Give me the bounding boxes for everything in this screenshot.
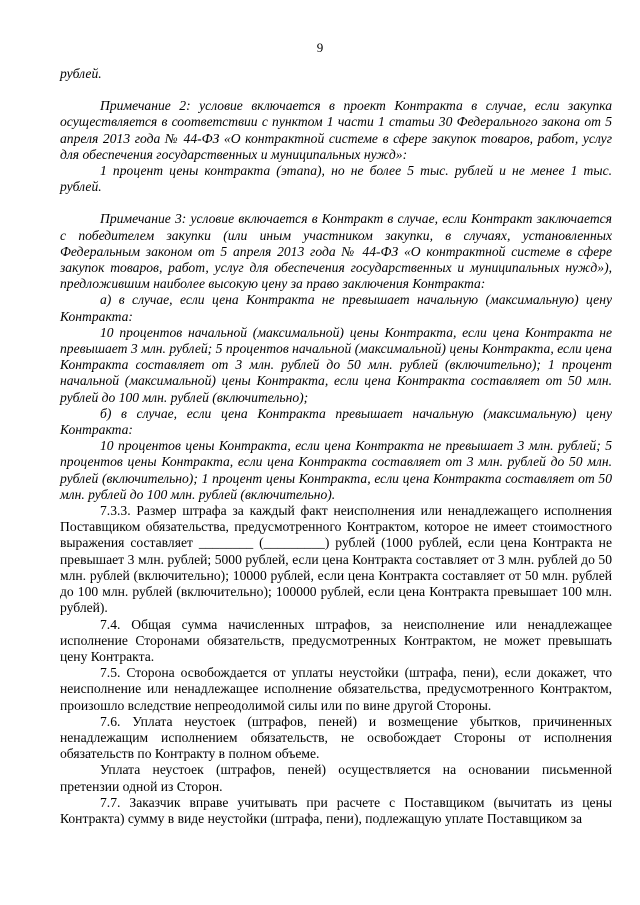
page-number: 9 bbox=[316, 40, 324, 55]
note-3: Примечание 3: условие включается в Контракт в случае, если Контракт заключается с победителем закупки (или иным участником закупки, в случаях, установленных Федеральным законом от 5 апреля 2013 года № 44-ФЗ «О контрактной системе в сфере закупок товаров, работ, услуг для обеспечения государственных и муниципальных нужд»), предложившим наиболее высокую цену за право заключения Контракта: bbox=[60, 211, 612, 292]
clause-7-6-payment: Уплата неустоек (штрафов, пеней) осуществляется на основании письменной претензии одной из Сторон. bbox=[60, 762, 612, 794]
document-body bbox=[60, 66, 612, 827]
note-3-case-a-text: 10 процентов начальной (максимальной) цены Контракта, если цена Контракта не превышает 3 млн. рублей; 5 процентов начальной (максимальной) цены Контракта, если цена Контракта составляет от 3 млн. рублей до 50 млн. рублей (включительно); 1 процент начальной (максимальной) цены Контракта, если цена Контракта составляет от 50 млн. рублей до 100 млн. рублей (включительно); bbox=[60, 324, 612, 405]
clause-7-5: 7.5. Сторона освобождается от уплаты неустойки (штрафа, пени), если докажет, что неисполнение или ненадлежащее исполнение обязательства, предусмотренного Контрактом, произошло вследствие непреодолимой силы или по вине другой Стороны. bbox=[60, 665, 612, 713]
note-3-case-a: а) в случае, если цена Контракта не превышает начальную (максимальную) цену Контракта: bbox=[60, 292, 612, 324]
note-3-case-b-text: 10 процентов цены Контракта, если цена Контракта не превышает 3 млн. рублей; 5 процентов цены Контракта, если цена Контракта составляет от 3 млн. рублей до 50 млн. рублей (включительно); 1 процент цены Контракта, если цена Контракта составляет от 50 млн. рублей до 100 млн. рублей (включительно). bbox=[60, 438, 612, 502]
clause-7-4: 7.4. Общая сумма начисленных штрафов, за неисполнение или ненадлежащее исполнение Сторонами обязательств, предусмотренных Контрактом, не может превышать цену Контракта. bbox=[60, 616, 612, 664]
clause-7-7: 7.7. Заказчик вправе учитывать при расчете с Поставщиком (вычитать из цены Контракта) сумму в виде неустойки (штрафа, пени), подлежащую уплате Поставщиком за bbox=[60, 794, 612, 826]
clause-7-6: 7.6. Уплата неустоек (штрафов, пеней) и возмещение убытков, причиненных ненадлежащим исполнением обязательств, не освобождает Стороны от исполнения обязательств по Контракту в полном объеме. bbox=[60, 713, 612, 762]
note-3-case-b: б) в случае, если цена Контракта превышает начальную (максимальную) цену Контракта: bbox=[60, 405, 612, 438]
note-2-text: 1 процент цены контракта (этапа), но не более 5 тыс. рублей и не менее 1 тыс. рублей. bbox=[60, 163, 612, 195]
clause-7-3-3: 7.3.3. Размер штрафа за каждый факт неисполнения или ненадлежащего исполнения Поставщиком обязательства, предусмотренного Контрактом, которое не имеет стоимостного выражения составляет ________ (_________) рублей (1000 рублей, если цена Контракта не превышает 3 млн. рублей; 5000 рублей, если цена Контракта составляет от 3 млн. рублей до 50 млн. рублей (включительно); 10000 рублей, если цена Контракта составляет от 50 млн. рублей до 100 млн. рублей (включительно); 100000 рублей, если цена Контракта превышает 100 млн. рублей). bbox=[60, 503, 612, 616]
note-2: Примечание 2: условие включается в проект Контракта в случае, если закупка осуществляется в соответствии с пунктом 1 части 1 статьи 30 Федерального закона от 5 апреля 2013 года № 44-ФЗ «О контрактной системе в сфере закупок товаров, работ, услуг для обеспечения государственных и муниципальных нужд»: bbox=[60, 98, 612, 162]
paragraph-rubles-end: рублей. bbox=[60, 66, 102, 81]
